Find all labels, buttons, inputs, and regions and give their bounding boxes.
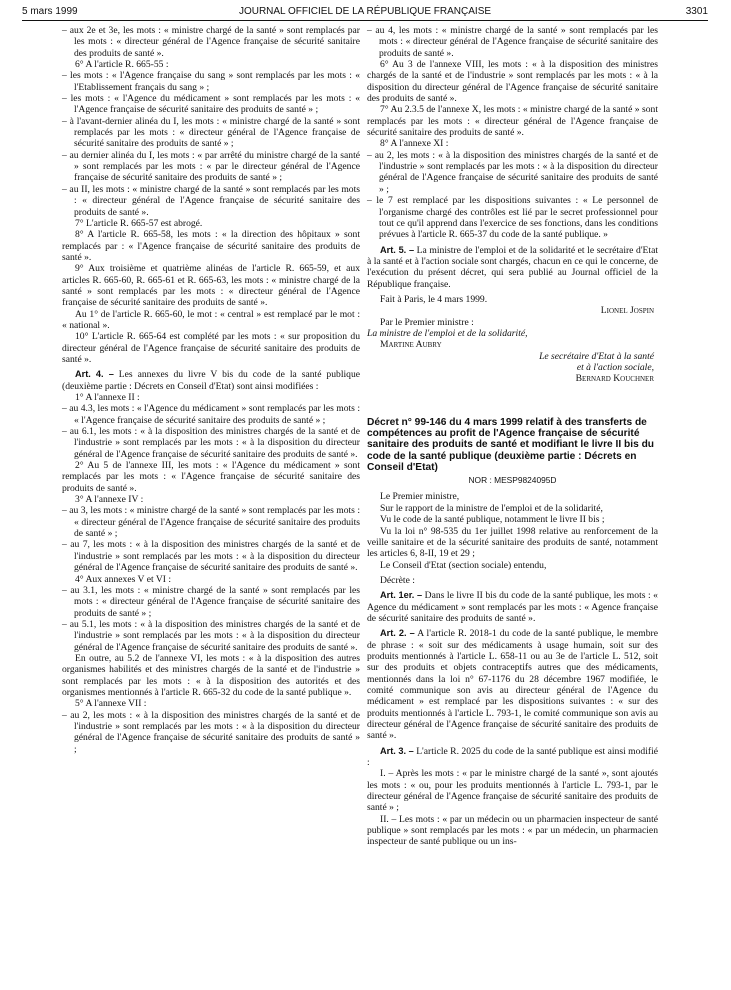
- left-paragraph: [62, 70, 360, 93]
- right-paragraph: [367, 294, 658, 305]
- right-paragraph: [367, 305, 658, 316]
- left-paragraph: [62, 309, 360, 332]
- paragraph-text: La ministre de l'emploi et de la solidarité,: [367, 327, 528, 339]
- journal-title: JOURNAL OFFICIEL DE LA RÉPUBLIQUE FRANÇAISE: [238, 6, 492, 17]
- right-paragraph: [367, 328, 658, 339]
- right-paragraph: [367, 351, 658, 362]
- article-heading: Art. 1er. –: [380, 590, 423, 601]
- decret-paragraph: [367, 514, 658, 525]
- left-paragraph: [62, 585, 360, 619]
- left-paragraph: [62, 698, 360, 709]
- decret-paragraph: [367, 768, 658, 813]
- paragraph-text: A l'article R. 2018-1 du code de la santé publique, le membre de phrase : « soit sur des médicaments à usage humain, soit sur des produits mentionnés à l'article L. 658-11 ou au 3e de l'article L. 512, soit sur des produits et objets contraceptifs autres que des médicaments, mentionnés dans la loi n° 67-1176 du 28 décembre 1967 modifiée, le comité communique son avis au directeur général de l'Agence du médicament » est remplacé par les dispositions suivantes : « sur des produits mentionnés à l'article L. 793-1, le comité communique son avis au directeur général de l'Agence française de sécurité sanitaire des produits de santé ».: [367, 628, 659, 742]
- left-paragraph: [62, 653, 360, 698]
- left-paragraph: [62, 184, 360, 218]
- paragraph-text: Fait à Paris, le 4 mars 1999.: [380, 293, 488, 305]
- right-paragraph: [367, 59, 658, 104]
- paragraph-text: 10° L'article R. 665-64 est complété par les mots : « sur proposition du directeur général de l'Agence française de sécurité sanitaire des produits de santé ».: [62, 331, 360, 365]
- paragraph-text: Le secrétaire d'Etat à la santé: [539, 350, 654, 362]
- decret-paragraph: [367, 503, 658, 514]
- decret-paragraph: [367, 526, 658, 560]
- right-paragraph: [367, 138, 658, 149]
- paragraph-text: – au 5.1, les mots : « à la disposition des ministres chargés de la santé et de l'industrie » sont remplacés par les mots : « à la disposition du directeur général de l'Agence française de sécurité sanitaire des produits de santé ».: [62, 618, 360, 653]
- decret-paragraph: [367, 628, 658, 741]
- paragraph-text: I. – Après les mots : « par le ministre chargé de la santé », sont ajoutés les mots : « ou, pour les produits mentionnés à l'article L. 793-1, par le directeur général de l'Agence française de sécurité sanitaire des produits de santé » ;: [367, 768, 658, 814]
- paragraph-text: Bernard Kouchner: [575, 373, 654, 385]
- paragraph-text: – aux 2e et 3e, les mots : « ministre chargé de la santé » sont remplacés par les mots : « directeur général de l'Agence française de sécurité sanitaire des produits de santé ».: [62, 25, 360, 59]
- paragraph-text: 9° Aux troisième et quatrième alinéas de l'article R. 665-59, et aux articles R. 665-60, R. 665-61 et R. 665-63, les mots : « ministre chargé de la santé » sont remplacés par les mots : « directeur général de l'Agence française de sécurité sanitaire des produits de santé ».: [62, 263, 360, 309]
- right-paragraph: [367, 25, 658, 59]
- paragraph-text: 1° A l'annexe II :: [75, 392, 140, 403]
- nor-reference: NOR : MESP9824095D: [468, 475, 557, 486]
- left-paragraph: [62, 494, 360, 505]
- left-paragraph: [62, 150, 360, 184]
- paragraph-text: Martine Aubry: [380, 339, 442, 351]
- paragraph-text: 8° A l'article R. 665-58, les mots : « la direction des hôpitaux » sont remplacés par : « l'Agence française de sécurité sanitaire des produits de santé ».: [62, 229, 360, 263]
- paragraph-text: 7° L'article R. 665-57 est abrogé.: [75, 217, 203, 229]
- decret-paragraph: [367, 590, 658, 624]
- article-heading: Art. 5. –: [380, 244, 415, 255]
- left-paragraph: [62, 403, 360, 426]
- paragraph-text: – au 3.1, les mots : « ministre chargé de la santé » sont remplacés par les mots : « directeur général de l'Agence française de sécurité sanitaire des produits de santé » ;: [62, 584, 360, 619]
- left-paragraph: [62, 369, 360, 392]
- paragraph-text: – au 2, les mots : « à la disposition des ministres chargés de la santé et de l'industrie » sont remplacés par les mots : « à la disposition du directeur général de l'Agence française de sécurité sanitaire des produits de santé » ;: [367, 149, 658, 195]
- page-header: [22, 6, 708, 20]
- decret-body: [367, 491, 658, 847]
- left-column: [62, 25, 360, 755]
- paragraph-text: – au 4, les mots : « ministre chargé de la santé » sont remplacés par les mots : « directeur général de l'Agence française de sécurité sanitaire des produits de santé ».: [367, 25, 658, 59]
- left-paragraph: [62, 619, 360, 653]
- right-paragraph: [367, 150, 658, 195]
- decret-paragraph: [367, 560, 658, 571]
- header-rule: [22, 20, 708, 21]
- left-paragraph: [62, 426, 360, 460]
- paragraph-text: – les mots : « l'Agence française du sang » sont remplacés par les mots : « l'Etablissement français du sang » ;: [62, 70, 360, 93]
- paragraph-text: 3° A l'annexe IV :: [75, 494, 144, 506]
- paragraph-text: La ministre de l'emploi et de la solidarité et le secrétaire d'Etat à la santé et à l'action sociale sont chargés, chacun en ce qui le concerne, de l'exécution du présent décret, qui sera publié au Journal officiel de la République française.: [367, 244, 659, 290]
- left-paragraph: [62, 710, 360, 755]
- left-paragraph: [62, 25, 360, 59]
- left-paragraph: [62, 331, 360, 365]
- paragraph-text: Le Conseil d'Etat (section sociale) entendu,: [380, 559, 547, 571]
- decret-title: Décret n° 99-146 du 4 mars 1999 relatif à des transferts de compétences au profit de l'Agence française de sécurité sanitaire des produits de santé et modifiant le livre II bis du code de la santé publique (deuxième partie : Décrets en Conseil d'Etat): [367, 416, 655, 473]
- paragraph-text: – au 7, les mots : « à la disposition des ministres chargés de la santé et de l'industrie » sont remplacés par les mots : « à la disposition du directeur général de l'Agence française de sécurité sanitaire des produits de santé ».: [62, 539, 360, 574]
- left-paragraph: [62, 392, 360, 403]
- paragraph-text: – à l'avant-dernier alinéa du I, les mots : « ministre chargé de la santé » sont remplacés par les mots : « directeur général de l'Agence française de sécurité sanitaire des produits de santé » ;: [62, 115, 360, 150]
- paragraph-text: Au 1° de l'article R. 665-60, le mot : « central » est remplacé par le mot : « national ».: [62, 308, 360, 331]
- paragraph-text: 4° Aux annexes V et VI :: [75, 573, 172, 585]
- article-heading: Art. 3. –: [380, 745, 414, 756]
- paragraph-text: Vu le code de la santé publique, notamment le livre II bis ;: [380, 514, 605, 526]
- right-paragraph: [367, 104, 658, 138]
- paragraph-text: 2° Au 5 de l'annexe III, les mots : « l'Agence du médicament » sont remplacés par les mots : « l'Agence française de sécurité sanitaire des produits de santé ».: [62, 460, 360, 494]
- paragraph-text: – au 4.3, les mots : « l'Agence du médicament » sont remplacés par les mots : « l'Agence française de sécurité sanitaire des produits de santé » ;: [62, 403, 360, 426]
- left-paragraph: [62, 218, 360, 229]
- paragraph-text: – au 6.1, les mots : « à la disposition des ministres chargés de la santé et de l'industrie » sont remplacés par les mots : « à la disposition du directeur général de l'Agence française de sécurité sanitaire des produits de santé ».: [62, 426, 360, 460]
- left-paragraph: [62, 229, 360, 263]
- paragraph-text: – au dernier alinéa du I, les mots : « par arrêté du ministre chargé de la santé » sont remplacés par les mots : « par le directeur général de l'Agence française de sécurité sanitaire des produits de santé » ;: [62, 149, 360, 184]
- paragraph-text: – le 7 est remplacé par les dispositions suivantes : « Le personnel de l'organisme chargé des contrôles est lié par le secret professionnel pour tout ce qu'il apprend dans l'exercice de ses fonctions, dans les conditions prévues à l'article R. 665-37 du code de la santé publique. »: [367, 195, 658, 241]
- paragraph-text: Lionel Jospin: [600, 305, 654, 317]
- article-heading: Art. 4. –: [75, 369, 114, 380]
- decret-paragraph: [367, 575, 658, 586]
- left-paragraph: [62, 505, 360, 539]
- paragraph-text: Les annexes du livre V bis du code de la santé publique (deuxième partie : Décrets en Conseil d'Etat) sont ainsi modifiées :: [62, 369, 361, 392]
- left-paragraph: [62, 116, 360, 150]
- paragraph-text: – au 2, les mots : « à la disposition des ministres chargés de la santé et de l'industrie » sont remplacés par les mots : « à la disposition du directeur général de l'Agence française de sécurité sanitaire des produits de santé » ;: [62, 709, 360, 755]
- paragraph-text: Décrète :: [380, 574, 415, 586]
- article-continuation: [367, 25, 658, 385]
- right-paragraph: [367, 195, 658, 240]
- paragraph-text: Sur le rapport de la ministre de l'emploi et de la solidarité,: [380, 502, 603, 514]
- left-paragraph: [62, 93, 360, 116]
- right-paragraph: [367, 317, 658, 328]
- paragraph-text: – au 3, les mots : « ministre chargé de la santé » sont remplacés par les mots : « directeur général de l'Agence française de sécurité sanitaire des produits de santé » ;: [62, 505, 360, 540]
- paragraph-text: Dans le livre II bis du code de la santé publique, les mots : « Agence du médicament » sont remplacés par les mots : « Agence française de sécurité sanitaire des produits de santé ».: [367, 590, 658, 624]
- left-paragraph: [62, 59, 360, 70]
- article-heading: Art. 2. –: [380, 628, 415, 639]
- paragraph-text: II. – Les mots : « par un médecin ou un pharmacien inspecteur de santé publique » sont remplacés par les mots : « par un médecin, un pharmacien inspecteur de santé publique ou un ins-: [367, 813, 658, 848]
- right-paragraph: [367, 373, 658, 384]
- paragraph-text: En outre, au 5.2 de l'annexe VI, les mots : « à la disposition des autres organismes habilités et des ministres chargés de la santé et de l'industrie » sont remplacés par les mots : « à la disposition des autorités et des organismes mentionnés à l'article R. 665-32 du code de la santé publique ».: [62, 652, 360, 698]
- right-paragraph: [367, 245, 658, 290]
- header-date: 5 mars 1999: [22, 6, 78, 17]
- left-paragraph: [62, 574, 360, 585]
- right-column: [367, 25, 658, 848]
- paragraph-text: 6° Au 3 de l'annexe VIII, les mots : « à la disposition des ministres chargés de la santé et de l'industrie » sont remplacés par les mots : « à la disposition du directeur général de l'Agence française de sécurité sanitaire des produits de santé ».: [367, 59, 658, 105]
- decret-paragraph: [367, 746, 658, 769]
- decret-paragraph: [367, 491, 658, 502]
- paragraph-text: 7° Au 2.3.5 de l'annexe X, les mots : « ministre chargé de la santé » sont remplacés par les mots : « directeur général de l'Agence française de sécurité sanitaire des produits de santé ».: [367, 104, 658, 139]
- right-paragraph: [367, 362, 658, 373]
- paragraph-text: L'article R. 2025 du code de la santé publique est ainsi modifié :: [367, 745, 659, 769]
- left-paragraph: [62, 263, 360, 308]
- paragraph-text: – au II, les mots : « ministre chargé de la santé » sont remplacés par les mots : « directeur général de l'Agence française de sécurité sanitaire des produits de santé ».: [62, 183, 360, 218]
- paragraph-text: Vu la loi n° 98-535 du 1er juillet 1998 relative au renforcement de la veille sanitaire et de la sécurité sanitaire des produits de santé, notamment les articles 6, 8-II, 19 et 29 ;: [367, 525, 658, 560]
- left-paragraph: [62, 460, 360, 494]
- page-number: 3301: [685, 6, 708, 17]
- paragraph-text: 5° A l'annexe VII :: [75, 698, 147, 710]
- paragraph-text: Par le Premier ministre :: [380, 316, 474, 328]
- paragraph-text: et à l'action sociale,: [576, 361, 654, 373]
- paragraph-text: 6° A l'article R. 665-55 :: [75, 59, 169, 71]
- decret-paragraph: [367, 814, 658, 848]
- left-paragraph: [62, 539, 360, 573]
- paragraph-text: – les mots : « l'Agence du médicament » sont remplacés par les mots : « l'Agence française de sécurité sanitaire des produits de santé » ;: [62, 93, 360, 116]
- paragraph-text: 8° A l'annexe XI :: [380, 138, 449, 150]
- paragraph-text: Le Premier ministre,: [380, 491, 460, 503]
- right-paragraph: [367, 339, 658, 350]
